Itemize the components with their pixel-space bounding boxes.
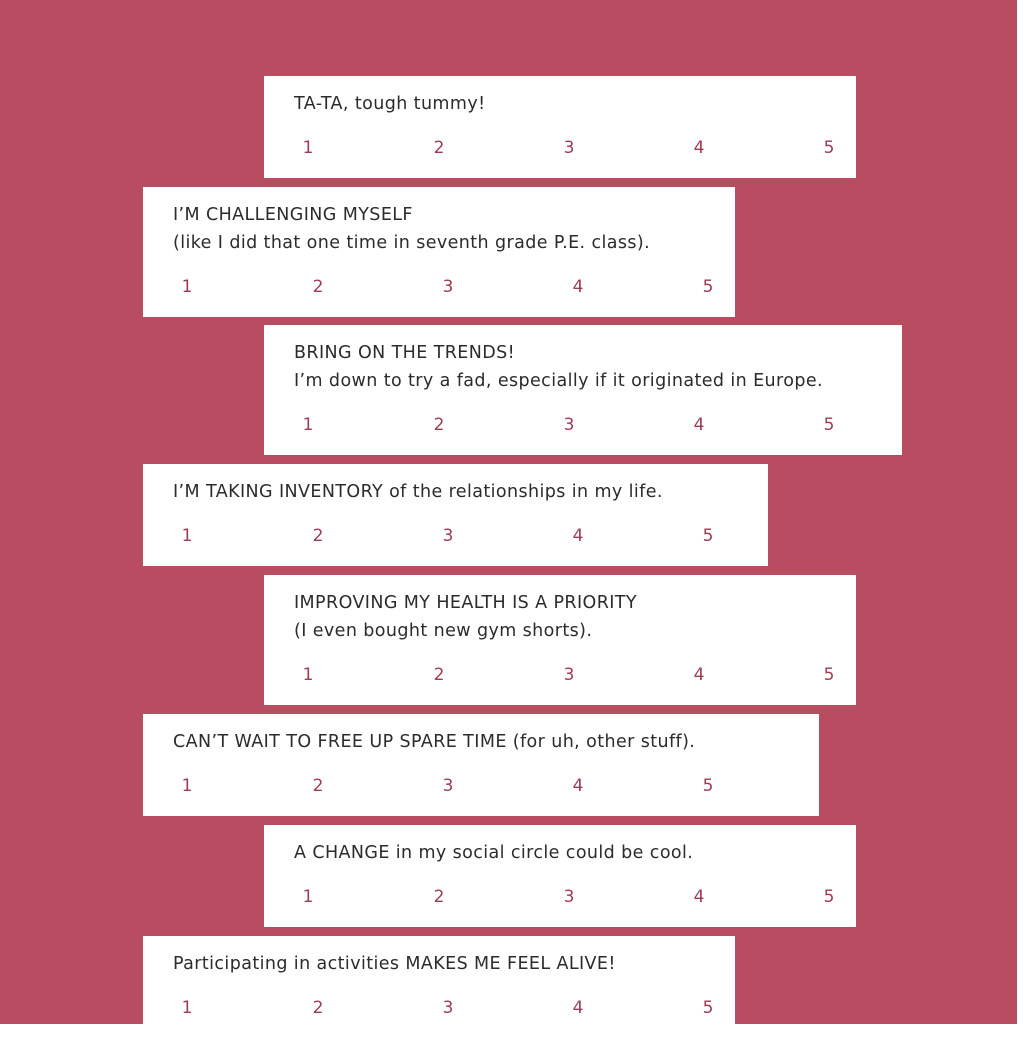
rating-option-1[interactable]: 1 <box>181 998 193 1018</box>
rating-option-4[interactable]: 4 <box>693 138 705 158</box>
rating-option-2[interactable]: 2 <box>312 526 324 546</box>
rating-option-1[interactable]: 1 <box>302 138 314 158</box>
rating-option-5[interactable]: 5 <box>823 138 835 158</box>
quiz-item-statement: CAN’T WAIT TO FREE UP SPARE TIME (for uh, other stuff). <box>173 732 696 752</box>
quiz-item-tough-tummy <box>264 76 856 178</box>
rating-option-2[interactable]: 2 <box>433 138 445 158</box>
quiz-item-activities <box>143 936 735 1038</box>
rating-option-1[interactable]: 1 <box>302 415 314 435</box>
rating-option-5[interactable]: 5 <box>702 998 714 1018</box>
rating-option-5[interactable]: 5 <box>823 665 835 685</box>
rating-option-5[interactable]: 5 <box>823 887 835 907</box>
quiz-item-health <box>264 575 856 705</box>
rating-option-4[interactable]: 4 <box>693 415 705 435</box>
rating-option-1[interactable]: 1 <box>181 277 193 297</box>
quiz-item-statement: IMPROVING MY HEALTH IS A PRIORITY <box>294 593 637 613</box>
quiz-item-challenging-myself <box>143 187 735 317</box>
rating-option-2[interactable]: 2 <box>433 415 445 435</box>
quiz-item-trends <box>264 325 902 455</box>
rating-option-1[interactable]: 1 <box>302 665 314 685</box>
rating-option-3[interactable]: 3 <box>442 277 454 297</box>
rating-option-4[interactable]: 4 <box>572 776 584 796</box>
rating-option-3[interactable]: 3 <box>442 776 454 796</box>
rating-option-5[interactable]: 5 <box>702 776 714 796</box>
rating-option-2[interactable]: 2 <box>312 998 324 1018</box>
quiz-item-spare-time <box>143 714 819 816</box>
rating-option-2[interactable]: 2 <box>312 776 324 796</box>
quiz-item-detail: I’m down to try a fad, especially if it originated in Europe. <box>294 371 823 391</box>
rating-option-3[interactable]: 3 <box>563 138 575 158</box>
rating-option-2[interactable]: 2 <box>433 665 445 685</box>
rating-option-2[interactable]: 2 <box>312 277 324 297</box>
rating-option-3[interactable]: 3 <box>442 526 454 546</box>
quiz-item-relationships <box>143 464 768 566</box>
rating-option-3[interactable]: 3 <box>563 887 575 907</box>
rating-option-2[interactable]: 2 <box>433 887 445 907</box>
rating-option-5[interactable]: 5 <box>823 415 835 435</box>
quiz-item-statement: BRING ON THE TRENDS! <box>294 343 516 363</box>
rating-option-4[interactable]: 4 <box>693 887 705 907</box>
quiz-item-statement: Participating in activities MAKES ME FEEL ALIVE! <box>173 954 616 974</box>
rating-option-3[interactable]: 3 <box>563 665 575 685</box>
rating-option-4[interactable]: 4 <box>693 665 705 685</box>
rating-option-5[interactable]: 5 <box>702 277 714 297</box>
rating-option-1[interactable]: 1 <box>302 887 314 907</box>
rating-option-5[interactable]: 5 <box>702 526 714 546</box>
rating-option-4[interactable]: 4 <box>572 526 584 546</box>
rating-option-4[interactable]: 4 <box>572 998 584 1018</box>
quiz-item-detail: (I even bought new gym shorts). <box>294 621 593 641</box>
rating-option-3[interactable]: 3 <box>442 998 454 1018</box>
quiz-item-statement: I’M CHALLENGING MYSELF <box>173 205 413 225</box>
rating-option-1[interactable]: 1 <box>181 776 193 796</box>
quiz-item-statement: TA-TA, tough tummy! <box>294 94 486 114</box>
rating-option-4[interactable]: 4 <box>572 277 584 297</box>
quiz-item-statement: A CHANGE in my social circle could be cool. <box>294 843 694 863</box>
quiz-item-detail: (like I did that one time in seventh grade P.E. class). <box>173 233 651 253</box>
rating-option-1[interactable]: 1 <box>181 526 193 546</box>
quiz-item-statement: I’M TAKING INVENTORY of the relationships in my life. <box>173 482 663 502</box>
quiz-item-social-circle <box>264 825 856 927</box>
rating-option-3[interactable]: 3 <box>563 415 575 435</box>
